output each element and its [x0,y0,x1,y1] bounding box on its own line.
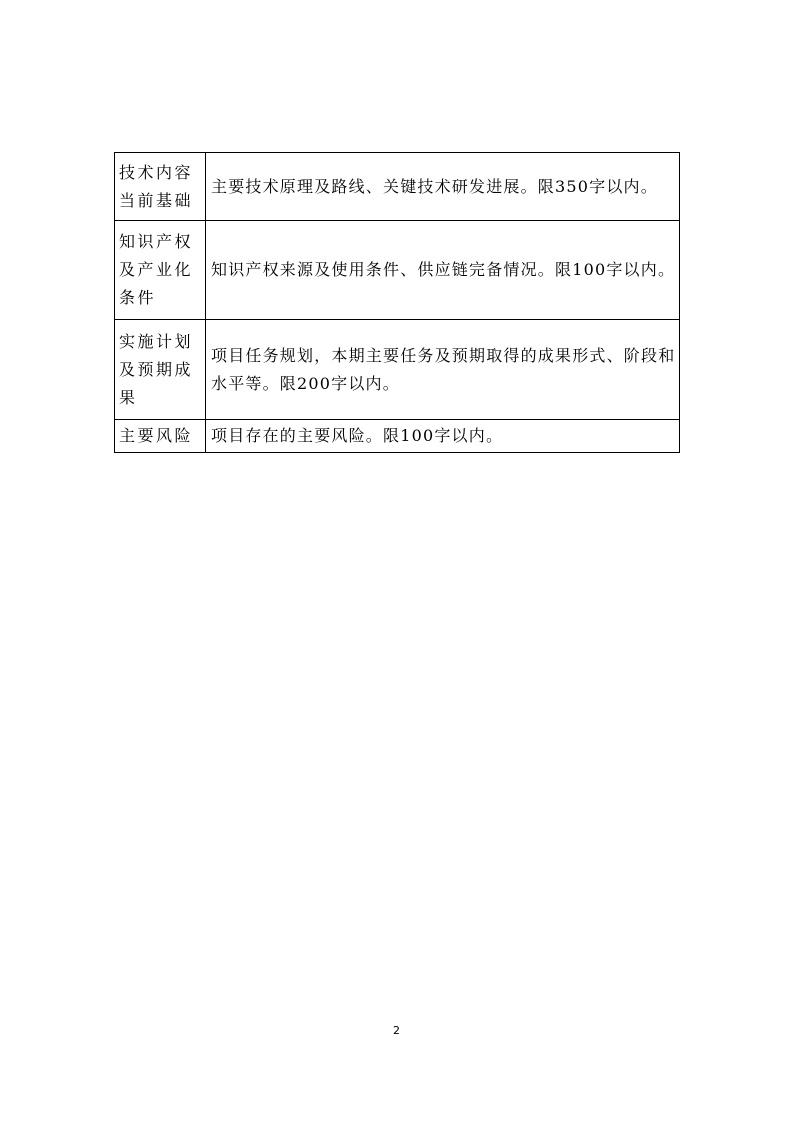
row-label: 实施计划及预期成果 [115,320,206,420]
table-row-technical-basis [115,153,680,221]
row-content: 项目任务规划，本期主要任务及预期取得的成果形式、阶段和水平等。限200字以内。 [206,320,680,420]
row-content: 主要技术原理及路线、关键技术研发进展。限350字以内。 [206,153,680,221]
row-label: 知识产权及产业化条件 [115,221,206,320]
table-row-ip-industrialization [115,221,680,320]
row-content: 项目存在的主要风险。限100字以内。 [206,420,680,453]
page-number: 2 [393,1024,400,1037]
project-info-table [114,152,680,453]
row-label: 主要风险 [115,420,206,453]
row-label: 技术内容当前基础 [115,153,206,221]
table-row-main-risks [115,420,680,453]
row-content: 知识产权来源及使用条件、供应链完备情况。限100字以内。 [206,221,680,320]
table-row-plan-outcomes [115,320,680,420]
